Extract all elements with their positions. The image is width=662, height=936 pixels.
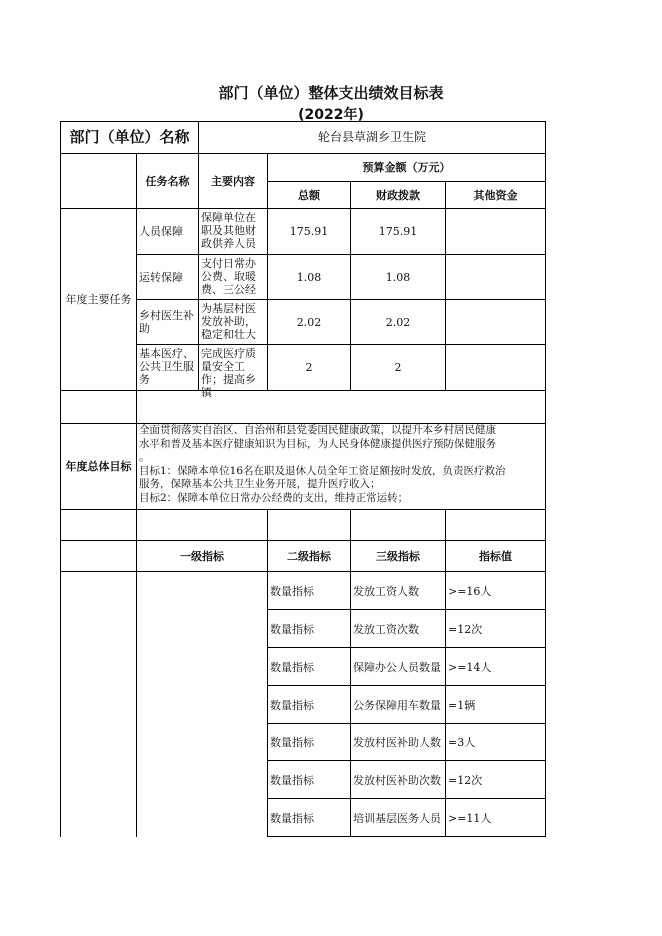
- goal-line: 。: [139, 451, 150, 463]
- task-total: 1.08: [267, 254, 351, 300]
- indicator-value: >=14人: [445, 647, 546, 686]
- task-other: [445, 299, 546, 345]
- indicator-level2: 数量指标: [267, 760, 351, 799]
- indicator-value: =3人: [445, 723, 546, 761]
- page-year: (2022年): [298, 107, 364, 123]
- task-other: [445, 254, 546, 300]
- level3-header: 三级指标: [350, 540, 446, 572]
- goal-line: 服务，保障基本公共卫生业务开展，提升医疗收入；: [139, 478, 381, 490]
- task-name: 基本医疗、公共卫生服务: [136, 344, 199, 391]
- indicator-value: =1辆: [445, 685, 546, 724]
- task-fiscal: 2.02: [350, 299, 446, 345]
- total-header: 总额: [267, 181, 351, 209]
- task-content: 支付日常办公费、取暖费、三公经: [198, 254, 268, 300]
- blank-cell: [445, 509, 546, 541]
- level1-header: 一级指标: [136, 540, 268, 572]
- indicator-value: >=16人: [445, 571, 546, 610]
- blank-cell: [60, 509, 137, 541]
- indicator-level2: 数量指标: [267, 685, 351, 724]
- task-name: 人员保障: [136, 208, 199, 255]
- annual-goal-text: [136, 423, 546, 510]
- indicator-level3: 发放村医补助人数: [350, 723, 446, 761]
- goal-line: 水平和普及基本医疗健康知识为目标，为人民身体健康提供医疗预防保健服务: [139, 437, 496, 450]
- main-content-header: 主要内容: [198, 153, 268, 209]
- blank-header-cell: [60, 153, 137, 209]
- blank-cell: [60, 540, 137, 572]
- indicator-value: =12次: [445, 760, 546, 799]
- task-content: 为基层村医发放补助，稳定和壮大: [198, 299, 268, 345]
- task-content: 保障单位在职及其他财政供养人员: [198, 208, 268, 255]
- indicator-level2: 数量指标: [267, 647, 351, 686]
- fiscal-header: 财政拨款: [350, 181, 446, 209]
- task-other: [445, 344, 546, 391]
- indicator-level2: 数量指标: [267, 571, 351, 610]
- value-header: 指标值: [445, 540, 546, 572]
- indicator-level3: 公务保障用车数量: [350, 685, 446, 724]
- budget-header: 预算金额（万元）: [267, 153, 546, 182]
- indicator-level3: 发放工资人数: [350, 571, 446, 610]
- goal-line: 全面贯彻落实自治区、自治州和县党委国民健康政策，以提升本乡村居民健康: [139, 424, 496, 436]
- task-content: 完成医疗质量安全工作；提高乡镇: [198, 344, 268, 391]
- task-fiscal: 2: [350, 344, 446, 391]
- column-border: [60, 571, 61, 837]
- goal-line: 目标2：保障本单位日常办公经费的支出，维持正常运转；: [139, 491, 409, 504]
- dept-label: 部门（单位）名称: [60, 121, 199, 154]
- blank-cell: [350, 509, 446, 541]
- indicator-level3: 培训基层医务人员: [350, 798, 446, 837]
- indicator-level3: 保障办公人员数量: [350, 647, 446, 686]
- indicator-value: >=11人: [445, 798, 546, 837]
- annual-goal-label: 年度总体目标: [60, 423, 137, 510]
- task-other: [445, 208, 546, 255]
- annual-tasks-label: 年度主要任务: [60, 208, 137, 391]
- indicator-level3: 发放村医补助次数: [350, 760, 446, 799]
- indicator-level2: 数量指标: [267, 723, 351, 761]
- indicator-value: =12次: [445, 609, 546, 648]
- blank-cell: [136, 509, 268, 541]
- blank-cell: [136, 390, 546, 424]
- task-name-header: 任务名称: [136, 153, 199, 209]
- dept-name: 轮台县草湖乡卫生院: [198, 121, 546, 154]
- blank-cell: [267, 509, 351, 541]
- goal-line: 目标1：保障本单位16名在职及退休人员全年工资足额按时发放，负责医疗救治: [139, 464, 506, 477]
- other-header: 其他资金: [445, 181, 546, 209]
- level2-header: 二级指标: [267, 540, 351, 572]
- task-name: 乡村医生补助: [136, 299, 199, 345]
- task-fiscal: 1.08: [350, 254, 446, 300]
- page-title: 部门（单位）整体支出绩效目标表: [218, 84, 444, 102]
- indicator-level2: 数量指标: [267, 609, 351, 648]
- blank-cell: [60, 390, 137, 424]
- indicator-level3: 发放工资次数: [350, 609, 446, 648]
- task-total: 175.91: [267, 208, 351, 255]
- indicator-level2: 数量指标: [267, 798, 351, 837]
- task-fiscal: 175.91: [350, 208, 446, 255]
- task-name: 运转保障: [136, 254, 199, 300]
- task-total: 2.02: [267, 299, 351, 345]
- task-total: 2: [267, 344, 351, 391]
- column-border: [136, 571, 137, 837]
